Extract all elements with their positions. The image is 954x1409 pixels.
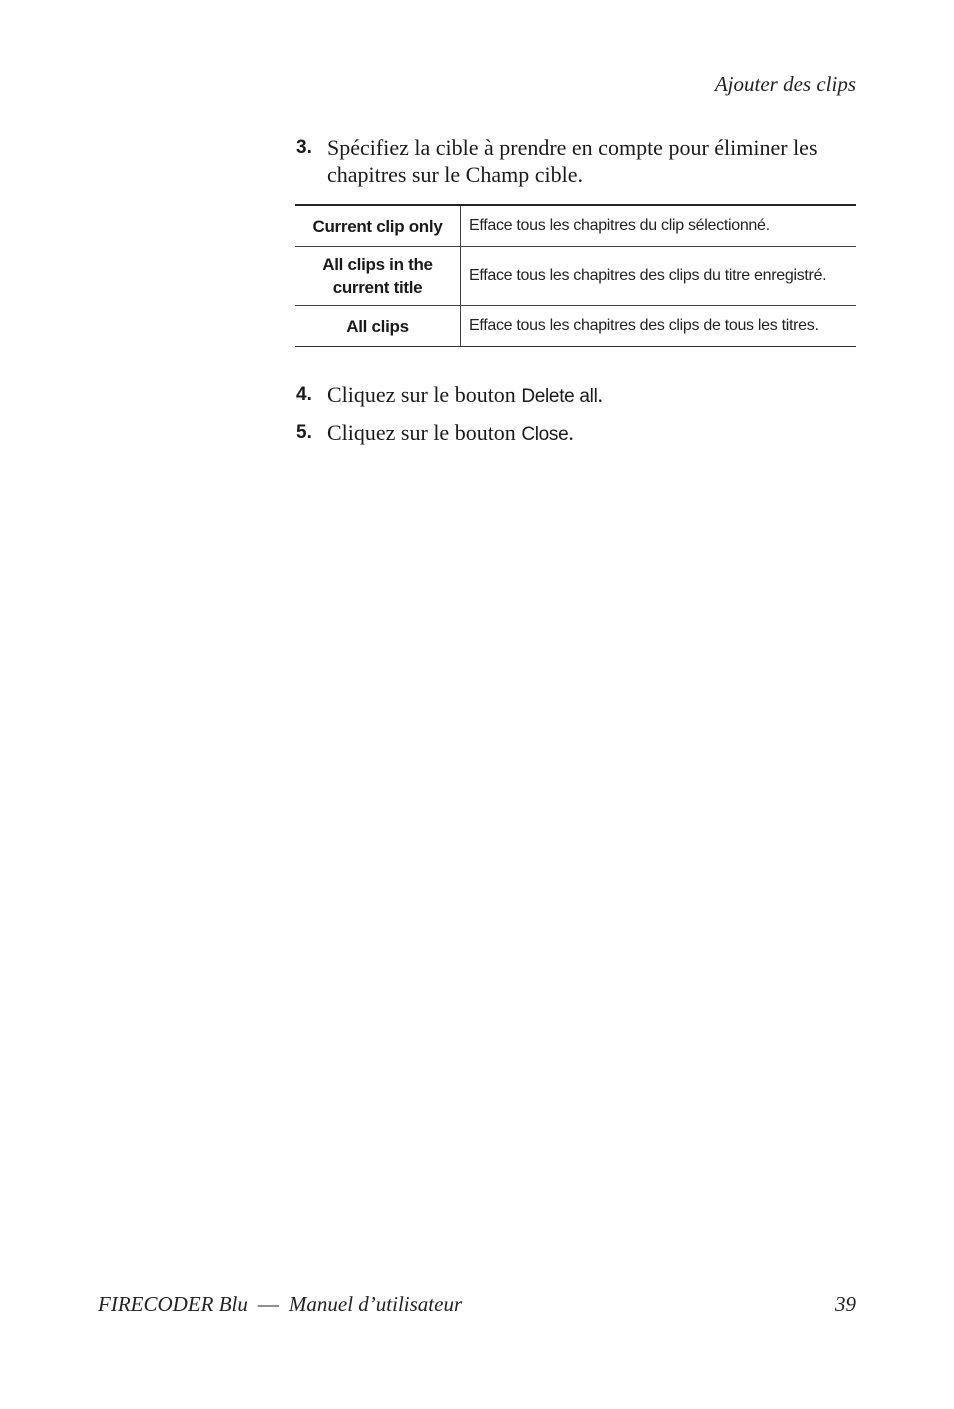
step-number: 4. (296, 384, 312, 405)
target-options-table (295, 204, 856, 347)
option-name (295, 247, 461, 306)
delete-all-button-reference: Delete all (521, 386, 598, 407)
step-text: Spécifiez la cible à prendre en compte pour éliminer les chapitres sur le Champ cible. (327, 135, 818, 187)
manual-title: Manuel d’utilisateur (288, 1292, 463, 1316)
footer-separator: — (257, 1292, 279, 1316)
table-row (295, 247, 856, 306)
footer-title (98, 1292, 462, 1317)
step-number: 5. (296, 422, 312, 443)
step-number: 3. (296, 137, 312, 158)
book-title: FIRECODER Blu (98, 1292, 248, 1316)
option-name: Current clip only (295, 205, 461, 247)
option-name-text: All clips in the current title (322, 255, 433, 297)
step-text-lead: Cliquez sur le bouton (327, 420, 522, 445)
step-3 (296, 134, 856, 188)
option-description: Efface tous les chapitres du clip sélectionné. (461, 205, 857, 247)
step-text-end: . (597, 382, 604, 407)
close-button-reference: Close (521, 424, 569, 445)
running-header: Ajouter des clips (714, 72, 856, 96)
step-text (327, 381, 856, 410)
step-text-lead: Cliquez sur le bouton (327, 382, 522, 407)
step-text-end: . (568, 420, 574, 445)
option-description: Efface tous les chapitres des clips du titre enregistré. (461, 247, 857, 306)
table-row (295, 205, 856, 247)
option-name: All clips (295, 306, 461, 347)
option-description: Efface tous les chapitres des clips de tous les titres. (461, 306, 857, 347)
step-4 (296, 381, 856, 410)
step-text (327, 419, 856, 448)
page-number: 39 (835, 1292, 856, 1316)
step-5 (296, 419, 856, 448)
table-row (295, 306, 856, 347)
